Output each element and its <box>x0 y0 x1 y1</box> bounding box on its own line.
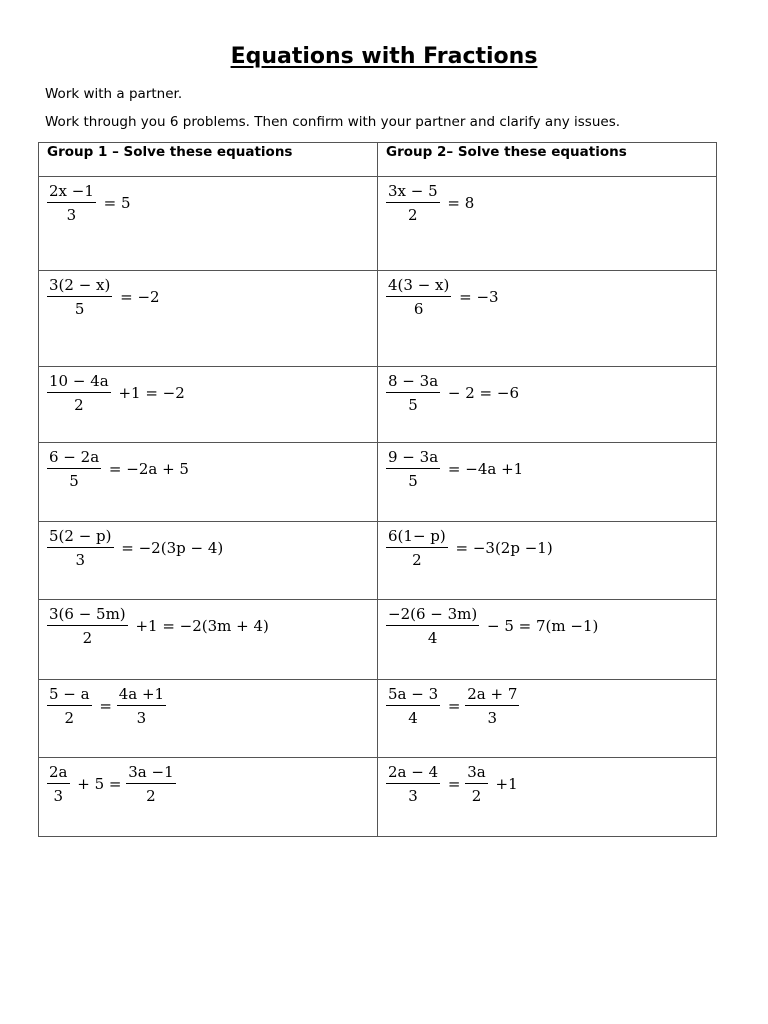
numerator: −2(6 − 3m) <box>386 605 479 626</box>
equation <box>386 182 474 224</box>
fraction <box>386 763 440 805</box>
fraction <box>47 276 112 318</box>
denominator: 2 <box>82 629 93 647</box>
equation-cell <box>39 367 378 443</box>
denominator: 5 <box>408 472 418 490</box>
fraction <box>386 182 440 224</box>
denominator: 6 <box>413 300 424 318</box>
equation-cell <box>378 680 717 758</box>
equation <box>386 763 518 805</box>
equation <box>47 605 269 647</box>
table-row <box>39 522 717 600</box>
right-hand-side: +1 <box>490 775 518 793</box>
equation <box>386 527 553 569</box>
numerator: 2a <box>47 763 70 784</box>
numerator: 2a + 7 <box>465 685 519 706</box>
operator: = <box>443 697 466 715</box>
denominator: 5 <box>408 396 418 414</box>
numerator: 10 − 4a <box>47 372 111 393</box>
equation <box>386 448 523 490</box>
group-1-header: Group 1 – Solve these equations <box>39 143 378 177</box>
equation-cell <box>378 522 717 600</box>
fraction <box>465 763 488 805</box>
numerator: 3a <box>465 763 488 784</box>
denominator: 3 <box>53 787 64 805</box>
fraction <box>465 685 519 727</box>
right-hand-side: = −4a +1 <box>443 460 524 478</box>
numerator: 6 − 2a <box>47 448 101 469</box>
right-hand-side: − 2 = −6 <box>443 384 520 402</box>
group-2-header: Group 2– Solve these equations <box>378 143 717 177</box>
denominator: 3 <box>487 709 498 727</box>
equation-cell <box>39 522 378 600</box>
right-hand-side: − 5 = 7(m −1) <box>482 617 599 635</box>
equation <box>47 685 169 727</box>
fraction <box>47 685 92 727</box>
operator: + 5 = <box>72 775 127 793</box>
numerator: 8 − 3a <box>386 372 440 393</box>
right-hand-side: = 5 <box>98 194 131 212</box>
equation-cell <box>378 600 717 680</box>
denominator: 3 <box>136 709 147 727</box>
right-hand-side: = −2 <box>115 288 160 306</box>
table-row <box>39 367 717 443</box>
equation <box>47 182 131 224</box>
right-hand-side: = −2a + 5 <box>104 460 189 478</box>
numerator: 6(1− p) <box>386 527 448 548</box>
numerator: 4(3 − x) <box>386 276 451 297</box>
equation <box>47 276 160 318</box>
denominator: 2 <box>74 396 84 414</box>
right-hand-side: = −2(3p − 4) <box>116 539 224 557</box>
equation <box>386 605 598 647</box>
table-row <box>39 443 717 522</box>
numerator: 5(2 − p) <box>47 527 114 548</box>
numerator: 5 − a <box>47 685 92 706</box>
equation-cell <box>39 600 378 680</box>
right-hand-side: +1 = −2(3m + 4) <box>130 617 269 635</box>
numerator: 2a − 4 <box>386 763 440 784</box>
right-hand-side: +1 = −2 <box>113 384 185 402</box>
numerator: 3(6 − 5m) <box>47 605 128 626</box>
numerator: 3x − 5 <box>386 182 440 203</box>
fraction <box>386 276 451 318</box>
fraction <box>47 763 70 805</box>
operator: = <box>443 775 466 793</box>
right-hand-side: = −3 <box>454 288 499 306</box>
equation-cell <box>378 443 717 522</box>
fraction <box>47 527 114 569</box>
operator: = <box>94 697 117 715</box>
table-row <box>39 758 717 837</box>
denominator: 4 <box>427 629 438 647</box>
equation-cell <box>39 680 378 758</box>
fraction <box>47 605 128 647</box>
denominator: 3 <box>66 206 77 224</box>
equation-cell <box>378 177 717 271</box>
equation-cell <box>378 271 717 367</box>
equation <box>47 372 185 414</box>
table-header-row <box>39 143 717 177</box>
equation <box>386 276 499 318</box>
fraction <box>386 527 448 569</box>
fraction <box>386 685 440 727</box>
denominator: 5 <box>69 472 79 490</box>
equation <box>47 527 223 569</box>
numerator: 4a +1 <box>117 685 166 706</box>
right-hand-side: = 8 <box>442 194 475 212</box>
denominator: 5 <box>74 300 85 318</box>
denominator: 4 <box>408 709 418 727</box>
denominator: 3 <box>408 787 418 805</box>
numerator: 9 − 3a <box>386 448 440 469</box>
equation-cell <box>39 177 378 271</box>
equation <box>386 372 519 414</box>
fraction <box>386 605 479 647</box>
equation <box>47 448 189 490</box>
table-row <box>39 177 717 271</box>
denominator: 2 <box>146 787 156 805</box>
numerator: 5a − 3 <box>386 685 440 706</box>
equations-table <box>38 142 717 837</box>
instruction-partner: Work with a partner. <box>45 86 183 102</box>
table-row <box>39 680 717 758</box>
equation <box>47 763 179 805</box>
denominator: 2 <box>471 787 482 805</box>
denominator: 2 <box>64 709 75 727</box>
denominator: 3 <box>75 551 86 569</box>
denominator: 2 <box>412 551 422 569</box>
numerator: 3a −1 <box>126 763 175 784</box>
page-title: Equations with Fractions <box>230 44 538 69</box>
equation-cell <box>39 271 378 367</box>
equation-cell <box>378 758 717 837</box>
denominator: 2 <box>408 206 418 224</box>
fraction <box>386 372 440 414</box>
equation-cell <box>39 758 378 837</box>
fraction <box>47 182 96 224</box>
right-hand-side: = −3(2p −1) <box>450 539 553 557</box>
fraction <box>117 685 166 727</box>
table-row <box>39 271 717 367</box>
fraction <box>47 372 111 414</box>
fraction <box>126 763 175 805</box>
fraction <box>386 448 440 490</box>
numerator: 3(2 − x) <box>47 276 112 297</box>
equation <box>386 685 522 727</box>
equation-cell <box>378 367 717 443</box>
instruction-problems: Work through you 6 problems. Then confirm with your partner and clarify any issues. <box>45 114 621 130</box>
table-row <box>39 600 717 680</box>
equation-cell <box>39 443 378 522</box>
fraction <box>47 448 101 490</box>
numerator: 2x −1 <box>47 182 96 203</box>
